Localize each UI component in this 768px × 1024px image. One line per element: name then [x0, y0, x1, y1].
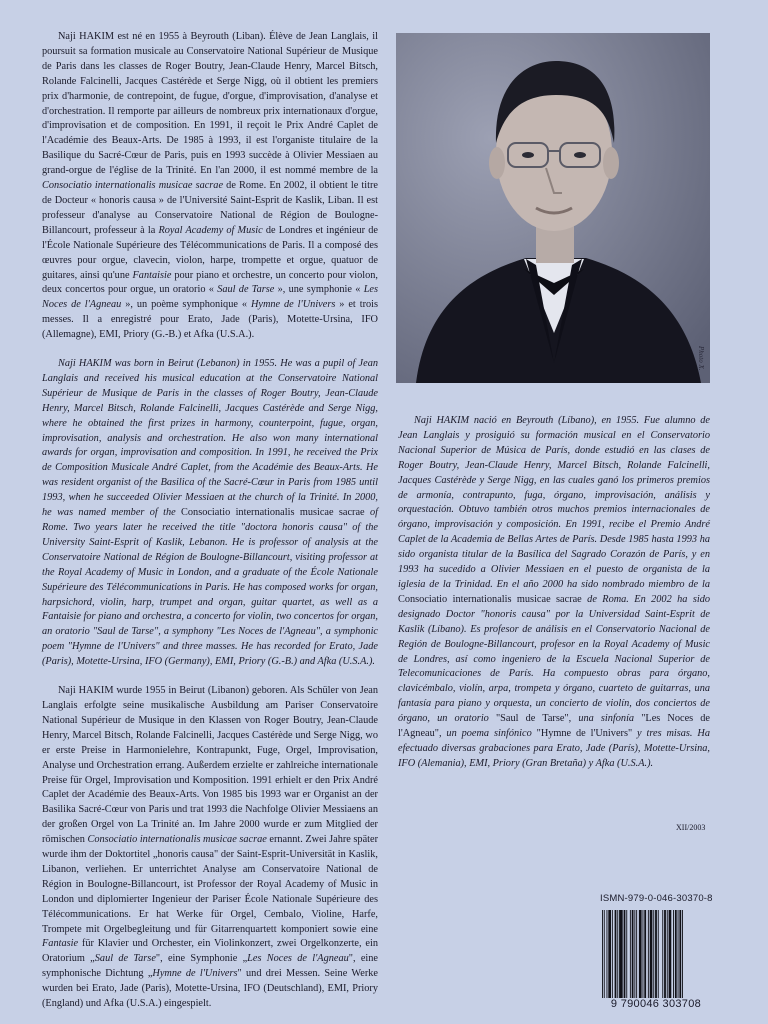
right-column	[398, 414, 710, 772]
portrait-illustration	[396, 33, 710, 383]
barcode-bar	[612, 910, 613, 1002]
barcode-bar	[617, 910, 618, 1002]
barcode-bar	[658, 910, 659, 1002]
text-run: Naji HAKIM nació en Beyrouth (Líbano), en 1955. Fue alumno de Jean Langlais y prosiguió su formación musical en el Conservatorio Nacional Superior de Música de París, donde estudió en las clases de Roger Boutry, Jean-Claude Henry, Marcel Bitsch, Rolande Falcinelli, Jacques Castérède y Serge Nigg, en las cuales ganó los primeros premios de armonía, contrapunto, fuga, órgano, improvisación, análisis y orquestación. Obtuvo también otros muchos premios internacionales de órgano, improvisación y composición. En 1991, recibe el Premio André Caplet de la Academia de Bellas Artes de París. Desde 1985 hasta 1993 ha sido organista titular de la Basílica del Sagrado Corazón de París, y en 1993 ha sucedido a Olivier Messiaen en el puesto de organista de la iglesia de la Trinidad. En el año 2000 ha sido nombrado miembro de la	[398, 415, 710, 590]
barcode-digits: 9 790046 303708	[596, 998, 716, 1010]
text-run: "Les Noces de l'Agneau"	[398, 713, 710, 740]
text-run: , un poema sinfónico	[438, 728, 537, 740]
barcode-bar	[607, 910, 608, 1002]
text-run: Naji HAKIM was born in Beirut (Lebanon) in 1955. He was a pupil of Jean Langlais and received his musical education at the Conservatoire National Supérieur de Musique de Paris in the classes of Roger Boutry, Jean-Claude Henry, Marcel Bitsch, Rolande Falcinelli, Jacques Castérède and Serge Nigg, where he obtained the first prizes in harmony, counterpoint, fugue, organ, improvisation, analysis and orchestration. He also won many international awards for organ, improvisation and composition. In 1991, he received the Prix de Composition Musicale André Caplet, from the Académie des Beaux-Arts. He was resident organist of the Basilica of the Sacré-Cœur in Paris from 1985 until 1993, when he succeeded Olivier Messiaen at the church of la Trinité. In 2000, he was named member of the	[42, 358, 378, 519]
barcode-bar	[624, 910, 626, 1002]
text-run: ernannt. Zwei Jahre später wurde ihm der Doktortitel „honoris causa" der Saint-Esprit-Universität in Kaslik, Libanon, verliehen. Er unterrichtet Analyse am Conservatoire National de Région in Boulogne-Billancourt, ist Professor der Royal Academy of Music in London und diplomierter Ingenieur der Pariser École Nationale Supérieure des Télécommunications. Er hat Werke für Orgel, Cembalo, Violine, Harfe, Trompete mit Orgelbegleitung und für Gitarrenquartett komponiert sowie eine	[42, 834, 379, 935]
text-run: Consociatio internationalis musicae sacrae	[42, 180, 224, 192]
barcode-bar	[630, 910, 631, 1002]
barcode-bar	[653, 910, 654, 1002]
bio-french	[42, 30, 378, 343]
barcode-bar	[643, 910, 644, 1002]
text-run: Saul de Tarse	[94, 953, 156, 965]
photo-credit: Photo X.	[697, 346, 705, 371]
barcode-bar	[604, 910, 605, 1002]
text-run: Hymne de l'Univers	[152, 968, 238, 980]
text-run: Les Noces de l'Agneau	[42, 284, 378, 311]
text-run: Consociatio internationalis musicae sacrae	[87, 834, 267, 846]
text-run: », une symphonie «	[274, 284, 364, 296]
text-run: of Rome. Two years later he received the title "doctora honoris causa" of the University Saint-Esprit of Kaslik, Lebanon. He is professor of analysis at the Conservatoire National de Région de Boulogne-Billancourt, visiting professor at the Royal Academy of Music in London, and a graduate of the École Nationale Supérieure des Télécommunications in Paris. He has composed works for organ, harpsichord, violin, harp, trumpet and organ, guitar quartet, as well as a Fantaisie for piano and orchestra, a concerto for violin, two concertos for organ, an oratorio "Saul de Tarse", a symphony "Les Noces de l'Agneau", a symphonic poem "Hymne de l'Univers" and three masses. He has recorded for Erato, Jade (Paris), Motette-Ursina, IFO (Germany), EMI, Priory (G.-B.) and Afka (U.S.A.).	[42, 507, 378, 668]
text-run: Consociatio internationalis musicae sacrae	[181, 507, 365, 519]
barcode-bar	[679, 910, 681, 1002]
barcode-bar	[662, 910, 663, 1002]
text-run: de Roma. En 2002 ha sido designado Doctor "honoris causa" por la Universidad Saint-Esprit de Kaslik (Líbano). Es profesor de análisis en el Conservatorio Nacional de Región de Boulogne-Billancourt, profesor en la Royal Academy of Music de Londres, así como ingeniero de la Escuela Nacional Superior de Telecomunicaciones de París. Ha compuesto obras para órgano, clavicémbalo, violín, arpa, trompeta y órgano, cuarteto de guitarras, una fantasía para piano y orquesta, un concierto de violín, dos conciertos de órgano, un oratorio	[398, 593, 710, 725]
barcode-bar	[626, 910, 627, 1002]
text-run: Saul de Tarse	[217, 284, 275, 296]
barcode-bar	[675, 910, 677, 1002]
barcode-bar	[632, 910, 634, 1002]
barcode-bar	[667, 910, 668, 1002]
text-run: "Hymne de l'Univers"	[536, 728, 633, 740]
bio-english	[42, 357, 378, 670]
date-code: XII/2003	[676, 823, 706, 832]
barcode-bar	[655, 910, 657, 1002]
text-run: », un poème symphonique «	[121, 299, 251, 311]
text-run: ", eine Symphonie „	[155, 953, 248, 965]
barcode-bar	[639, 910, 642, 1002]
barcode-bar	[678, 910, 679, 1002]
text-run: , una sinfonía	[568, 713, 642, 725]
text-run: für Klavier und Orchester, ein Violinkonzert, zwei Orgelkonzerte, ein Oratorium „	[42, 938, 378, 965]
text-run: pour piano et orchestre, un concerto pour violon, deux concertos pour orgue, un oratorio «	[42, 269, 379, 296]
text-run: de Rome. En 2002, il obtient le titre de Docteur « honoris causa » de l'Université Saint-Esprit de Kaslik, Liban. Il est professeur d'analyse au Conservatoire National de Région de Boulogne-Billancourt, professeur à la	[42, 180, 378, 236]
barcode-bar	[664, 910, 666, 1002]
text-run: Naji HAKIM wurde 1955 in Beirut (Libanon) geboren. Als Schüler von Jean Langlais erfolgte seine musikalische Ausbildung am Pariser Conservatoire National Supérieur de Musique in den Klassen von Roger Boutry, Jean-Claude Henry, Marcel Bitsch, Rolande Falcinelli, Jacques Castérède und Serge Nigg, wo er erste Preise in Harmonielehre, Kontrapunkt, Fuge, Orgel, Improvisation, Analyse und Orchestration errang. Außerdem erzielte er zahlreiche internationale Preise für Orgel, Improvisation und Komposition. 1991 erhielt er den Prix André Caplet der Académie des Beaux-Arts. Von 1985 bis 1993 war er Organist an der Basilika Sacré-Cœur von Paris und trat 1993 die Nachfolge Olivier Messiaens an der großen Orgel von La Trinité an. Im Jahre 2000 wurde er zum Mitglied der römischen	[42, 685, 378, 846]
bio-spanish	[398, 414, 710, 772]
text-run: Naji HAKIM est né en 1955 à Beyrouth (Liban). Élève de Jean Langlais, il poursuit sa formation musicale au Conservatoire National Supérieur de Musique de Paris dans les classes de Roger Boutry, Jean-Claude Henry, Marcel Bitsch, Rolande Falcinelli, Jacques Castérède et Serge Nigg, où il obtient les premiers prix d'harmonie, de contrepoint, de fugue, d'orgue, d'improvisation, d'analyse et d'orchestration. Il remporte par ailleurs de nombreux prix internationaux d'orgue, d'improvisation et de composition. En 1991, il reçoit le Prix André Caplet de l'Académie des Beaux-Arts. De 1985 à 1993, il est l'organiste titulaire de la Basilique du Sacré-Cœur de Paris, puis en 1993 succède à Olivier Messiaen au grand-orgue de l'église de la Trinité. En l'an 2000, il est nommé membre de la	[42, 31, 378, 177]
barcode-bar	[636, 910, 637, 1002]
barcode	[600, 910, 714, 1002]
composer-portrait	[396, 33, 710, 383]
text-run: Consociatio internationalis musicae sacrae	[398, 593, 582, 605]
bio-german	[42, 684, 378, 1012]
barcode-bar	[602, 910, 603, 1002]
barcode-bar	[608, 910, 611, 1002]
barcode-bar	[634, 910, 635, 1002]
barcode-bar	[648, 910, 649, 1002]
barcode-bar	[650, 910, 653, 1002]
isbn-label: ISMN-979-0-046-30370-8	[600, 893, 713, 904]
barcode-bar	[682, 910, 683, 1002]
text-run: "Saul de Tarse"	[495, 713, 569, 725]
text-run: Royal Academy of Music	[158, 224, 263, 236]
barcode-bar	[615, 910, 617, 1002]
text-run: ", eine symphonische Dichtung „	[42, 953, 378, 980]
text-run: " und drei Messen. Seine Werke wurden bei Erato, Jade (Paris), Motette-Ursina, IFO (Deutschland), EMI, Priory (England) und Afka (U.S.A.) eingespielt.	[42, 968, 378, 1010]
barcode-bar	[644, 910, 646, 1002]
text-run: Fantaisie	[132, 269, 172, 281]
text-run: Hymne de l'Univers	[250, 299, 336, 311]
barcode-bar	[669, 910, 672, 1002]
text-run: Fantasie	[42, 938, 79, 950]
text-run: » et trois messes. Il a enregistré pour Erato, Jade (Paris), Motette-Ursina, IFO (Allemagne), EMI, Priory (G.-B.) et Afka (U.S.A.).	[42, 299, 379, 341]
text-run: Les Noces de l'Agneau	[247, 953, 349, 965]
left-column	[42, 30, 378, 1012]
barcode-bar	[619, 910, 623, 1002]
text-run: de Londres et ingénieur de l'École Nationale Supérieure des Télécommunications de Paris. Il a composé des œuvres pour orgue, clavecin, violon, harpe, trompette et orgue, quatuor de guitares, ainsi qu'une	[42, 224, 378, 281]
barcode-bar	[673, 910, 674, 1002]
text-run: y tres misas. Ha efectuado diversas grabaciones para Erato, Jade (París), Motette-Ursina, IFO (Alemania), EMI, Priory (Gran Bretaña) y Afka (U.S.A.).	[398, 728, 710, 769]
